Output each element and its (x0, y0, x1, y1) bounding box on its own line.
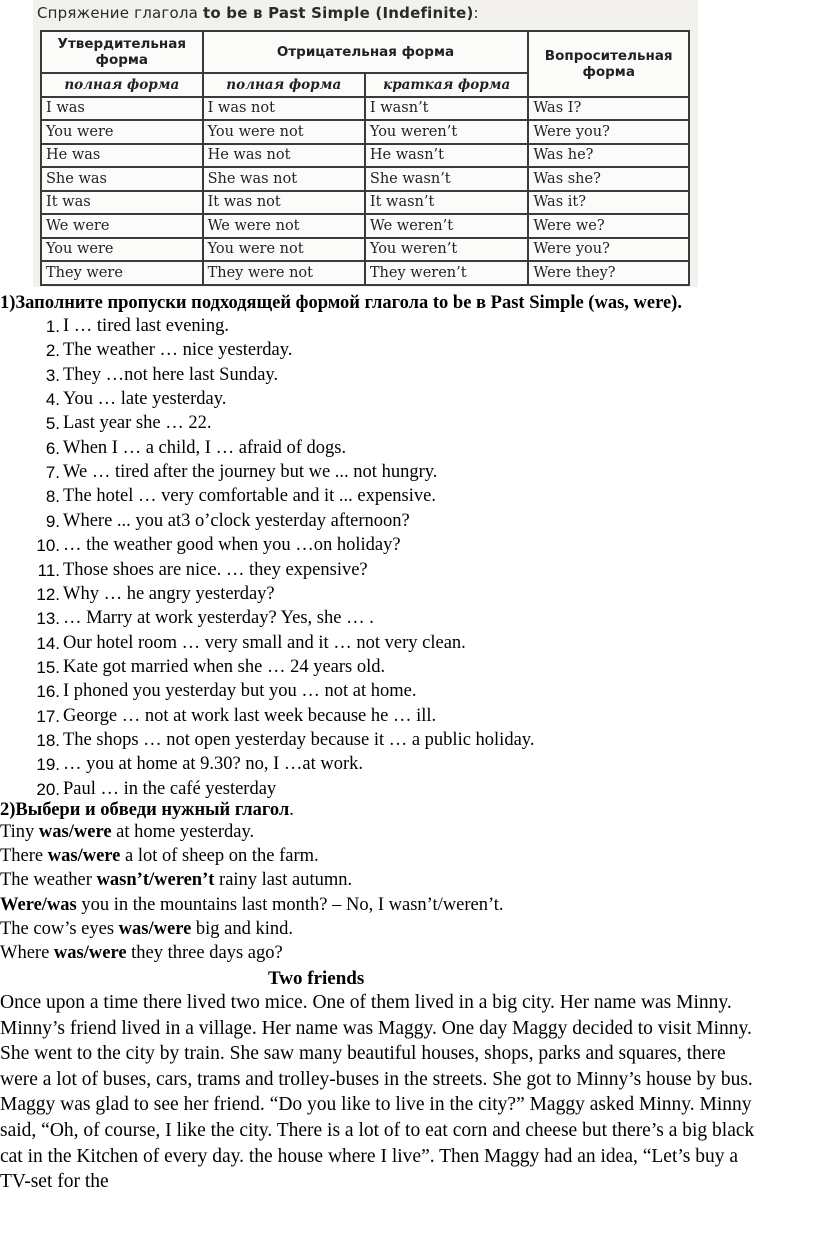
story-title: Two friends (268, 968, 365, 989)
item-number: 11. (37, 560, 60, 580)
table-cell: He was not (203, 144, 365, 168)
exercise1-heading: 1)Заполните пропуски подходящей формой глагола to be в Past Simple (was, were). (0, 293, 682, 313)
table-row (41, 167, 689, 191)
item-number: 14. (36, 633, 60, 653)
table-cell: Was I? (528, 97, 689, 121)
table-cell: He was (41, 144, 203, 168)
table-cell: We weren’t (365, 214, 529, 238)
table-cell: Were we? (528, 214, 689, 238)
story-line: Once upon a time there lived two mice. One of them lived in a big city. Her name was Minny. (0, 992, 732, 1013)
choice-options: was/were (118, 918, 192, 939)
table-cell: They weren’t (365, 261, 529, 285)
exercise-item: You … late yesterday. (63, 389, 227, 410)
exercise-item: Those shoes are nice. … they expensive? (63, 559, 368, 580)
table-cell: You were not (203, 238, 365, 262)
item-number: 19. (36, 755, 60, 775)
exercise-item: Paul … in the café yesterday (63, 778, 277, 799)
table-cell: Was he? (528, 144, 689, 168)
choice-line (0, 919, 293, 940)
choice-options: was/were (38, 822, 112, 842)
story-line: Maggy was glad to see her friend. “Do you like to live in the city?” Maggy asked Minny. Minny (0, 1094, 752, 1116)
item-number: 6. (45, 438, 60, 458)
exercise-item: The weather … nice yesterday. (63, 340, 293, 361)
choice-line-end: they three days ago? (126, 943, 283, 963)
exercise-item: The shops … not open yesterday because it … a public holiday. (63, 729, 535, 750)
table-cell: You weren’t (365, 238, 529, 262)
choice-line-end: rainy last autumn. (214, 870, 353, 891)
exercise-item: I phoned you yesterday but you … not at home. (63, 681, 417, 702)
table-cell: Were they? (528, 261, 689, 285)
exercise-item: I … tired last evening. (63, 316, 229, 336)
table-title-bold: to be в Past Simple (Indefinite) (203, 4, 474, 22)
header-short-form: краткая форма (365, 73, 529, 97)
item-number: 2. (45, 341, 60, 361)
exercise-item: They …not here last Sunday. (63, 364, 279, 385)
table-cell: They were not (203, 261, 365, 285)
choice-line-start: There (0, 846, 48, 867)
story-line: She went to the city by train. She saw many beautiful houses, shops, parks and squares, there (0, 1043, 726, 1065)
table-cell: We were (41, 214, 203, 238)
exercise-item: George … not at work last week because he … ill. (63, 705, 437, 726)
item-number: 18. (36, 730, 60, 750)
story-line: TV-set for the (0, 1171, 109, 1193)
exercise-item: Last year she … 22. (63, 413, 212, 434)
item-number: 3. (45, 365, 60, 385)
item-number: 10. (36, 536, 60, 556)
table-cell: Were you? (528, 120, 689, 144)
item-number: 1. (45, 317, 60, 336)
choice-line-end: at home yesterday. (111, 822, 255, 842)
table-cell: You were (41, 238, 203, 262)
choice-line-start: Tiny (0, 822, 39, 842)
table-row (41, 238, 689, 262)
item-number: 12. (36, 584, 60, 604)
table-cell: I wasn’t (365, 97, 529, 121)
choice-line (0, 846, 319, 867)
table-cell: He wasn’t (365, 144, 529, 168)
table-cell: Was she? (528, 167, 689, 191)
choice-options: was/were (47, 846, 121, 867)
item-number: 13. (36, 609, 60, 629)
header-affirmative: Утвердительная форма (41, 31, 203, 73)
table-cell: It was (41, 191, 203, 215)
table-row (41, 144, 689, 168)
table-cell: It was not (203, 191, 365, 215)
item-number: 4. (45, 390, 60, 410)
table-row (41, 191, 689, 215)
story-line: said, “Oh, of course, I like the city. There is a lot of to eat corn and cheese but there’s a big black (0, 1119, 755, 1141)
exercise-item: When I … a child, I … afraid of dogs. (63, 437, 347, 458)
choice-line-start: The cow’s eyes (0, 918, 119, 939)
table-cell: You weren’t (365, 120, 529, 144)
choice-line (0, 943, 283, 964)
item-number: 5. (45, 414, 60, 434)
choice-line (0, 822, 254, 843)
item-number: 20. (36, 779, 60, 799)
table-cell: We were not (203, 214, 365, 238)
exercise-item: Kate got married when she … 24 years old. (63, 656, 386, 677)
exercise-item: The hotel … very comfortable and it ... expensive. (63, 486, 436, 507)
exercise2-heading-dot: . (289, 800, 294, 820)
table-row (41, 261, 689, 285)
choice-options: was/were (53, 943, 127, 963)
table-cell: Was it? (528, 191, 689, 215)
conjugation-table (40, 30, 690, 286)
exercise-item: Our hotel room … very small and it … not very clean. (63, 632, 466, 653)
table-title (37, 4, 479, 22)
choice-line-end: big and kind. (191, 918, 294, 939)
table-cell: They were (41, 261, 203, 285)
choice-line-start: The weather (0, 870, 97, 891)
choice-line-end: a lot of sheep on the farm. (120, 846, 319, 867)
table-title-suffix: : (473, 4, 479, 22)
choice-line (0, 870, 352, 891)
choice-options: Were/was (0, 894, 77, 915)
exercise-item: Why … he angry yesterday? (63, 583, 275, 604)
header-negative: Отрицательная форма (203, 31, 529, 73)
conjugation-table-image (33, 0, 698, 287)
exercise-item: We … tired after the journey but we ... not hungry. (63, 462, 438, 483)
header-full-form: полная форма (41, 73, 203, 97)
table-row (41, 97, 689, 121)
choice-line-start: Where (0, 943, 54, 963)
table-title-prefix: Спряжение глагола (37, 4, 199, 22)
table-cell: You were not (203, 120, 365, 144)
exercise-item: … the weather good when you …on holiday? (63, 535, 401, 556)
story-line: Minny’s friend lived in a village. Her name was Maggy. One day Maggy decided to visit Minny. (0, 1017, 752, 1039)
table-cell: She was not (203, 167, 365, 191)
story-text (0, 990, 816, 1195)
table-cell: I was (41, 97, 203, 121)
item-number: 17. (36, 706, 60, 726)
table-cell: Were you? (528, 238, 689, 262)
choice-line (0, 895, 504, 916)
exercise-item: … Marry at work yesterday? Yes, she … . (63, 608, 374, 629)
choice-line-end: you in the mountains last month? – No, I wasn’t/weren’t. (76, 894, 504, 915)
table-cell: You were (41, 120, 203, 144)
exercise2-heading-wrap (0, 798, 294, 822)
exercise-item: Where ... you at3 o’clock yesterday afternoon? (63, 510, 410, 531)
exercise-item: … you at home at 9.30? no, I …at work. (63, 754, 364, 775)
item-number: 8. (45, 487, 60, 507)
story-line: were a lot of buses, cars, trams and trolley-buses in the streets. She got to Minny’s house by bus. (0, 1068, 753, 1090)
item-number: 15. (36, 657, 60, 677)
table-cell: She wasn’t (365, 167, 529, 191)
item-number: 9. (45, 511, 60, 531)
story-line: cat in the Kitchen of every day. the house where I live”. Then Maggy had an idea, “Let’s buy a (0, 1145, 739, 1167)
table-row (41, 214, 689, 238)
header-full-form-negative: полная форма (203, 73, 365, 97)
table-cell: I was not (203, 97, 365, 121)
table-row (41, 120, 689, 144)
item-number: 7. (45, 463, 60, 483)
table-cell: It wasn’t (365, 191, 529, 215)
header-question: Вопросительная форма (528, 31, 689, 97)
choice-options: wasn’t/weren’t (96, 870, 215, 891)
table-cell: She was (41, 167, 203, 191)
item-number: 16. (36, 682, 60, 702)
exercise2-heading: 2)Выбери и обведи нужный глагол (0, 800, 290, 820)
